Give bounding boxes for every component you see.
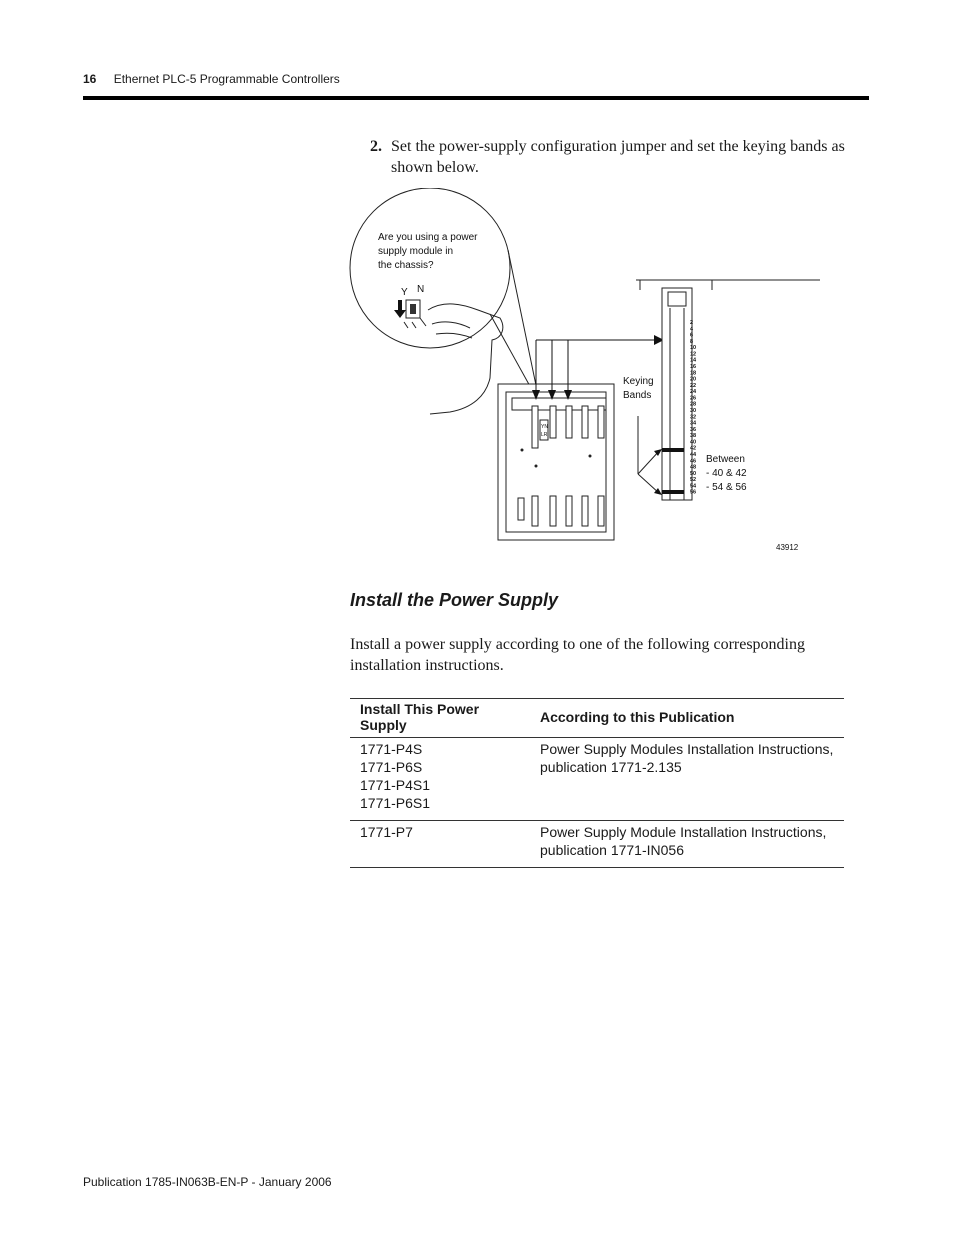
pin-number: 28 xyxy=(690,401,697,408)
pin-number: 14 xyxy=(690,357,697,364)
pin-number: 36 xyxy=(690,426,697,433)
publication-text: Power Supply Modules Installation Instructions, xyxy=(540,741,834,757)
keying-band-54-56 xyxy=(662,490,684,494)
pin-number: 26 xyxy=(690,395,697,402)
callout-line-3: the chassis? xyxy=(378,260,434,271)
section-paragraph: Install a power supply according to one of the following corresponding installation instructions. xyxy=(350,636,805,674)
slot-5-bottom xyxy=(598,496,604,526)
pin-number: 10 xyxy=(690,345,697,352)
callout-line-1: Are you using a power xyxy=(378,232,478,243)
pin-number: 32 xyxy=(690,414,697,421)
pin-number: 40 xyxy=(690,439,697,446)
supply-model: 1771-P4S1 xyxy=(360,777,431,793)
supply-model: 1771-P6S xyxy=(360,759,423,775)
pin-number: 50 xyxy=(690,470,697,477)
module-mark-1: YN xyxy=(541,424,548,430)
supply-model: 1771-P6S1 xyxy=(360,795,431,811)
figure-number: 43912 xyxy=(776,543,799,552)
keying-label-1: Keying xyxy=(623,376,654,387)
keying-strip xyxy=(662,288,692,500)
dip-switch xyxy=(518,498,524,520)
pin-number: 16 xyxy=(690,364,697,370)
slot-3-bottom xyxy=(566,496,572,526)
pin-number: 48 xyxy=(690,464,697,471)
pin-number-column xyxy=(690,320,697,496)
table-header-row xyxy=(350,699,844,738)
keying-label-2: Bands xyxy=(623,390,652,401)
keying-band-40-42 xyxy=(662,448,684,452)
jumper-keying-figure xyxy=(340,188,820,558)
between-label-2: - 40 & 42 xyxy=(706,468,747,479)
supply-cell xyxy=(350,821,530,868)
slot-5-top xyxy=(598,406,604,438)
section-title: Install the Power Supply xyxy=(350,590,559,610)
slot-2-top xyxy=(550,406,556,438)
publication-text: publication 1771-2.135 xyxy=(540,759,682,775)
publication-text: publication 1771-IN056 xyxy=(540,842,684,858)
between-label-3: - 54 & 56 xyxy=(706,482,747,493)
slot-1-top xyxy=(532,406,538,448)
header-rule xyxy=(83,96,869,100)
pin-number: 34 xyxy=(690,420,697,427)
pin-number: 30 xyxy=(690,408,697,414)
pin-number: 22 xyxy=(690,382,697,389)
step-number: 2. xyxy=(370,138,382,155)
pin-number: 4 xyxy=(690,326,694,333)
jumper-n-label: N xyxy=(417,284,425,295)
figure-svg xyxy=(340,188,820,558)
strip-clip xyxy=(668,292,686,306)
pin-number: 52 xyxy=(690,477,697,484)
callout-line-2: supply module in xyxy=(378,246,454,257)
pin-number: 44 xyxy=(690,452,697,458)
slot-3-top xyxy=(566,406,572,438)
power-supply-table xyxy=(350,698,844,868)
page-number: 16 xyxy=(83,72,97,86)
header-title: Ethernet PLC-5 Programmable Controllers xyxy=(113,72,340,86)
between-label-1: Between xyxy=(706,454,745,465)
column-header-publication: According to this Publication xyxy=(530,699,844,738)
column-header-supply: Install This Power Supply xyxy=(350,699,530,738)
publication-cell xyxy=(530,738,844,821)
pin-number: 6 xyxy=(690,332,694,339)
supply-model: 1771-P4S xyxy=(360,741,423,757)
pin-number: 42 xyxy=(690,445,697,452)
pin-number: 54 xyxy=(690,483,697,490)
supply-cell xyxy=(350,738,530,821)
supply-model: 1771-P7 xyxy=(360,824,413,840)
running-header xyxy=(83,72,340,86)
slot-4-top xyxy=(582,406,588,438)
jumper-y-label: Y xyxy=(401,287,408,298)
pin-number: 8 xyxy=(690,338,694,345)
pin-number: 18 xyxy=(690,370,697,377)
chassis-top-rail xyxy=(512,398,606,410)
table-row xyxy=(350,821,844,868)
module-mark-2: LR xyxy=(541,432,548,438)
pin-number: 2 xyxy=(690,320,694,326)
publication-cell xyxy=(530,821,844,868)
pin-number: 56 xyxy=(690,489,697,496)
jumper-cap xyxy=(410,304,416,314)
step-2 xyxy=(370,136,868,178)
pin-number: 12 xyxy=(690,351,697,358)
slot-2-bottom xyxy=(550,496,556,526)
step-text: Set the power-supply configuration jumper and set the keying bands as shown below. xyxy=(391,138,845,176)
slot-1-bottom xyxy=(532,496,538,526)
table-row xyxy=(350,738,844,821)
slot-4-bottom xyxy=(582,496,588,526)
pin-number: 38 xyxy=(690,433,697,440)
footer-publication: Publication 1785-IN063B-EN-P - January 2006 xyxy=(83,1175,332,1189)
pin-number: 24 xyxy=(690,389,697,396)
pin-number: 46 xyxy=(690,458,697,465)
pin-number: 20 xyxy=(690,376,697,383)
publication-text: Power Supply Module Installation Instructions, xyxy=(540,824,827,840)
